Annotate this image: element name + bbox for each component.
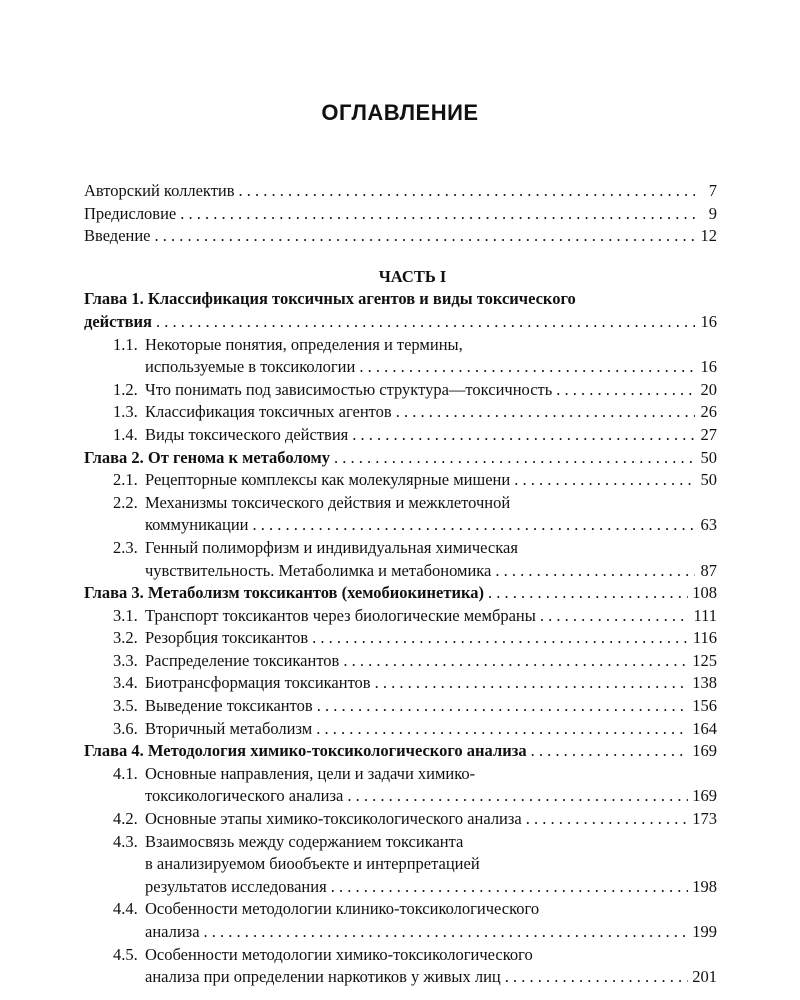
dot-leader [526,808,689,831]
toc-page-number: 199 [692,922,717,941]
toc-page-number: 138 [692,673,717,693]
section-3-3[interactable] [84,650,717,673]
dot-leader [495,560,695,583]
chapter-1-title-cont[interactable] [84,311,717,334]
toc-page-number: 50 [700,470,717,490]
toc-page-number: 87 [700,560,717,580]
section-number: 3.6. [113,718,138,738]
toc-page-number: 116 [692,628,717,648]
section-number: 1.2. [113,379,138,399]
section-number: 3.1. [113,605,138,625]
section-number: 3.5. [113,696,138,716]
section-title: Виды токсического действия [145,424,349,444]
section-4-5-cont[interactable] [84,966,717,989]
dot-leader [505,966,688,989]
toc-entry-title: действия [84,311,152,331]
section-title: в анализируемом биообъекте и интерпретацией [145,854,480,874]
section-title: Некоторые понятия, определения и термины, [145,334,463,354]
section-title: Рецепторные комплексы как молекулярные мишени [145,470,511,490]
toc-entry-title: Введение [84,226,151,246]
dot-leader [347,785,688,808]
section-title: Генный полиморфизм и индивидуальная химическая [145,537,518,557]
section-number: 2.2. [113,492,138,512]
section-title: Что понимать под зависимостью структура—токсичность [145,379,553,399]
section-number: 2.3. [113,537,138,557]
section-title: Биотрансформация токсикантов [145,673,371,693]
dot-leader [180,203,695,226]
dot-leader [253,514,696,537]
section-number: 3.2. [113,628,138,648]
dot-leader [375,672,689,695]
toc-entry-title: Предисловие [84,203,177,223]
section-number: 4.3. [113,831,138,851]
dot-leader [312,627,689,650]
section-2-1[interactable] [84,469,717,492]
section-title: используемые в токсикологии [145,357,356,377]
section-title: анализа [145,922,200,941]
dot-leader [156,311,695,334]
section-title: Механизмы токсического действия и межклеточной [145,492,511,512]
section-2-2-cont[interactable] [84,514,717,537]
toc-page-number: 164 [692,718,717,738]
section-number: 4.5. [113,944,138,964]
section-4-1[interactable] [84,763,717,786]
section-title: Резорбция токсикантов [145,628,309,648]
section-1-4[interactable] [84,424,717,447]
section-title: токсикологического анализа [145,786,344,806]
toc-entry-title: Авторский коллектив [84,181,235,200]
dot-leader [331,876,689,899]
section-2-3-cont[interactable] [84,560,717,583]
toc-page-number: 169 [692,741,717,761]
dot-leader [155,225,695,248]
toc-page-number: 169 [692,786,717,806]
section-title: Вторичный метаболизм [145,718,313,738]
section-title: анализа при определении наркотиков у живых лиц [145,967,501,987]
section-1-1-cont[interactable] [84,356,717,379]
dot-leader [514,469,695,492]
toc-page-number: 12 [700,226,717,246]
toc-page-number: 198 [692,876,717,896]
table-of-contents [84,180,717,989]
section-number: 3.3. [113,650,138,670]
section-title: Особенности методологии клинико-токсикологического [145,899,540,919]
section-title: Основные этапы химико-токсикологического анализа [145,809,522,829]
section-3-1[interactable] [84,605,717,628]
chapter-1-title[interactable]: Глава 1. Классификация токсичных агентов и виды токсического [84,289,576,309]
dot-leader [556,379,695,402]
dot-leader [359,356,695,379]
section-number: 2.1. [113,470,138,490]
dot-leader [352,424,695,447]
section-title: Транспорт токсикантов через биологические мембраны [145,605,536,625]
section-title: Основные направления, цели и задачи химико- [145,763,476,783]
toc-page-number: 201 [692,967,717,987]
toc-page-number: 20 [700,379,717,399]
section-2-2[interactable] [84,492,717,515]
dot-leader [317,695,689,718]
section-3-6[interactable] [84,718,717,741]
toc-page-number: 156 [692,696,717,716]
section-4-5[interactable] [84,944,717,967]
toc-page-number: 63 [700,515,717,535]
toc-page-number: 9 [708,203,717,223]
toc-entry-preface[interactable] [84,203,717,226]
section-title: Выведение токсикантов [145,696,313,716]
section-4-4[interactable] [84,898,717,921]
chapter-4-title[interactable] [84,740,717,763]
section-title: Взаимосвязь между содержанием токсиканта [145,831,464,851]
toc-page-number: 111 [693,605,717,625]
toc-page-number: 27 [700,424,717,444]
section-number: 4.2. [113,809,138,829]
section-1-3[interactable] [84,401,717,424]
dot-leader [316,718,688,741]
dot-leader [334,447,695,470]
dot-leader [204,921,689,944]
section-title: Классификация токсичных агентов [145,402,392,422]
section-title: Распределение токсикантов [145,650,340,670]
section-3-5[interactable] [84,695,717,718]
toc-page-number: 7 [708,181,717,200]
section-4-3-cont-2[interactable] [84,876,717,899]
section-4-3-cont[interactable] [84,853,717,876]
section-title: результатов исследования [145,876,327,896]
section-number: 4.4. [113,899,138,919]
toc-page-number: 16 [700,311,717,331]
section-4-3[interactable] [84,831,717,854]
section-2-3[interactable] [84,537,717,560]
section-3-2[interactable] [84,627,717,650]
section-4-4-cont[interactable] [84,921,717,944]
section-title: Особенности методологии химико-токсикологического [145,944,533,964]
toc-page-number: 173 [692,809,717,829]
section-1-2[interactable] [84,379,717,402]
section-title: коммуникации [145,515,249,535]
toc-entry-title: Глава 3. Метаболизм токсикантов (хемобиокинетика) [84,583,484,603]
section-title: чувствительность. Метаболимка и метабономика [145,560,492,580]
section-number: 3.4. [113,673,138,693]
chapter-2-title[interactable] [84,447,717,470]
section-4-2[interactable] [84,808,717,831]
dot-leader [531,740,689,763]
section-number: 1.3. [113,402,138,422]
toc-entry-title: Глава 2. От генома к метаболому [84,447,331,467]
section-4-1-cont[interactable] [84,785,717,808]
dot-leader [239,180,695,203]
dot-leader [488,582,688,605]
section-number: 1.4. [113,424,138,444]
section-number: 1.1. [113,334,138,354]
page-title: ОГЛАВЛЕНИЕ [321,100,479,125]
chapter-3-title[interactable] [84,582,717,605]
section-1-1[interactable] [84,334,717,357]
toc-entry-introduction[interactable] [84,225,717,248]
toc-page-number: 50 [700,447,717,467]
dot-leader [540,605,690,628]
dot-leader [343,650,688,673]
part-heading: ЧАСТЬ I [378,266,447,286]
toc-entry-title: Глава 4. Методология химико-токсикологического анализа [84,741,527,761]
section-number: 4.1. [113,763,138,783]
dot-leader [396,401,695,424]
toc-entry-authors[interactable] [84,180,717,203]
toc-page-number: 26 [700,402,717,422]
toc-page-number: 108 [692,583,717,603]
toc-page-number: 16 [700,357,717,377]
section-3-4[interactable] [84,672,717,695]
toc-page-number: 125 [692,650,717,670]
